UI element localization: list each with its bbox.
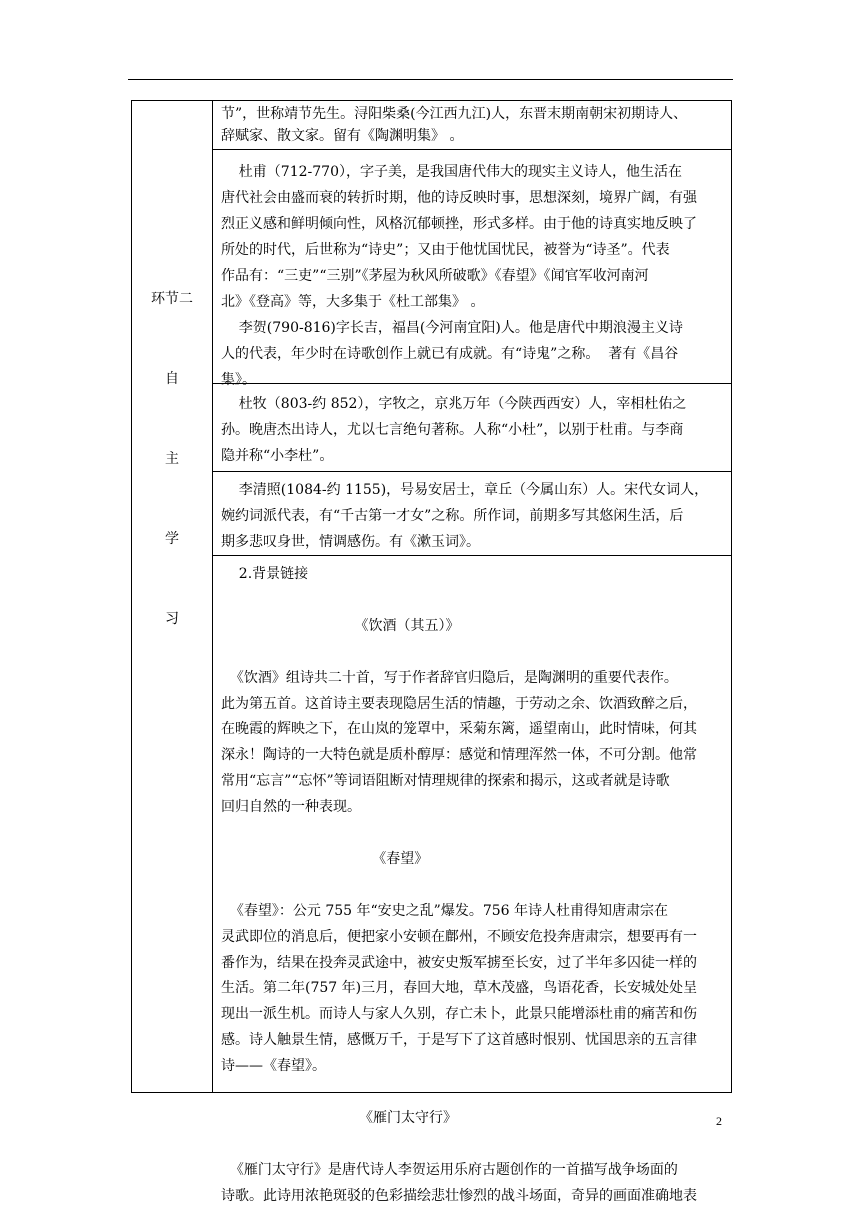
text-line: 李清照(1084-约 1155)，号易安居士，章丘（今属山东）人。宋代女词人， xyxy=(221,482,709,498)
text-line: 北》《登高》等，大多集于《杜工部集》 。 xyxy=(221,294,485,310)
text-line: 《饮酒（其五）》 xyxy=(221,617,460,634)
section-label-4: 习 xyxy=(165,611,179,627)
text-line: 孙。晚唐杰出诗人，尤以七言绝句著称。人称“小杜”，以别于杜甫。与李商 xyxy=(221,422,684,438)
text-line: 婉约词派代表，有“千古第一才女”之称。所作词，前期多写其悠闲生活，后 xyxy=(221,508,684,524)
text-line: 生活。第二年(757 年)三月，春回大地，草木茂盛，鸟语花香，长安城处处呈 xyxy=(221,980,698,997)
text-line: 诗——《春望》。 xyxy=(221,1058,326,1075)
text-line: 所处的时代，后世称为“诗史”；又由于他忧国忧民，被誉为“诗圣”。代表 xyxy=(221,242,670,258)
text-line: 杜甫（712-770），字子美，是我国唐代伟大的现实主义诗人，他生活在 xyxy=(221,164,682,180)
text-line: 《春望》：公元 755 年“安史之乱”爆发。756 年诗人杜甫得知唐肃宗在 xyxy=(221,902,669,919)
text-line: 在晚霞的辉映之下，在山岚的笼罩中，采菊东篱，遥望南山，此时情味，何其 xyxy=(221,721,697,738)
text-line: 常用“忘言”“忘怀”等词语阻断对情理规律的探索和揭示，这或者就是诗歌 xyxy=(221,773,670,790)
text-line: 灵武即位的消息后，便把家小安顿在鄜州，不顾安危投奔唐肃宗，想要再有一 xyxy=(221,928,697,945)
text-line: 《春望》 xyxy=(221,850,429,867)
row-divider xyxy=(213,383,731,384)
text-line: 2.背景链接 xyxy=(221,566,309,582)
text-line: 唐代社会由盛而衰的转折时期，他的诗反映时事，思想深刻，境界广阔，有强 xyxy=(221,190,697,206)
text-line: 烈正义感和鲜明倾向性，风格沉郁顿挫，形式多样。由于他的诗真实地反映了 xyxy=(221,216,697,232)
text-line: 现出一派生机。而诗人与家人久别，存亡未卜，此景只能增添杜甫的痛苦和伤 xyxy=(221,1006,697,1023)
section-label-2: 主 xyxy=(165,451,179,467)
lesson-table xyxy=(131,100,732,1204)
row-divider xyxy=(213,555,731,556)
row-divider xyxy=(213,149,731,150)
text-line: 期多悲叹身世，情调感伤。有《漱玉词》。 xyxy=(221,534,480,550)
text-line: 杜牧（803-约 852），字牧之，京兆万年（今陕西西安）人，宰相杜佑之 xyxy=(221,396,687,412)
text-line: 集》。 xyxy=(221,372,256,388)
text-line: 李贺(790-816)字长吉，福昌(今河南宜阳)人。他是唐代中期浪漫主义诗 xyxy=(221,320,683,336)
content-cell xyxy=(213,101,731,1204)
section-label-3: 学 xyxy=(165,531,179,547)
text-line: 深永！陶诗的一大特色就是质朴醇厚：感觉和情理浑然一体，不可分割。他常 xyxy=(221,747,697,764)
text-line: 隐并称“小李杜”。 xyxy=(221,448,334,464)
text-line: 感。诗人触景生情，感慨万千，于是写下了这首感时恨别、忧国思亲的五言律 xyxy=(221,1032,697,1049)
text-line: 《雁门太守行》 xyxy=(221,1109,457,1126)
text-line: 人的代表，年少时在诗歌创作上就已有成就。有“诗鬼”之称。 著有《昌谷 xyxy=(221,346,679,362)
text-line: 作品有：“三吏”“三别”《茅屋为秋风所破歌》《春望》《闻官军收河南河 xyxy=(221,268,649,284)
text-line: 节”，世称靖节先生。浔阳柴桑(今江西九江)人，东晋末期南朝宋初期诗人、 xyxy=(221,106,688,122)
text-line: 《饮酒》组诗共二十首，写于作者辞官归隐后，是陶渊明的重要代表作。 xyxy=(221,669,678,686)
page-number: 2 xyxy=(716,1114,722,1128)
section-label-cell xyxy=(132,101,213,1092)
text-line: 辞赋家、散文家。留有《陶渊明集》 。 xyxy=(221,128,464,144)
text-line: 诗歌。此诗用浓艳斑驳的色彩描绘悲壮惨烈的战斗场面，奇异的画面准确地表 xyxy=(221,1187,697,1204)
header-rule xyxy=(128,79,733,80)
text-line: 番作为，结果在投奔灵武途中，被安史叛军掳至长安，过了半年多囚徒一样的 xyxy=(221,954,697,971)
text-line: 此为第五首。这首诗主要表现隐居生活的情趣，于劳动之余、饮酒致醉之后， xyxy=(221,695,697,712)
section-label-0: 环节二 xyxy=(151,291,193,307)
text-line: 回归自然的一种表现。 xyxy=(221,799,361,816)
text-line: 《雁门太守行》是唐代诗人李贺运用乐府古题创作的一首描写战争场面的 xyxy=(221,1161,678,1178)
section-label-1: 自 xyxy=(165,371,179,387)
row-divider xyxy=(213,471,731,472)
